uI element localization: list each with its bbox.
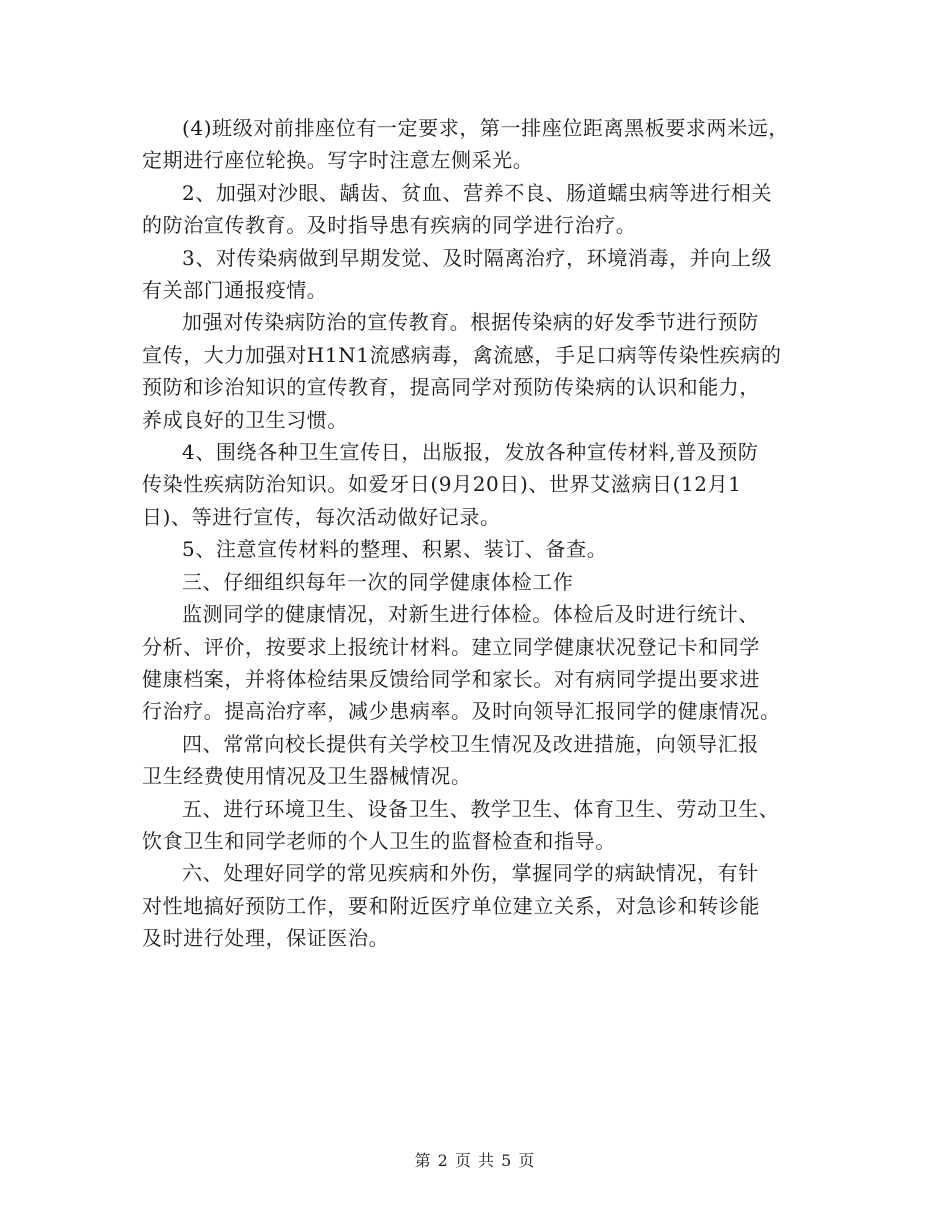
paragraph-hygiene-supervision: 五、进行环境卫生、设备卫生、教学卫生、体育卫生、劳动卫生、 饮食卫生和同学老师的个人卫生的监督检查和指导。: [142, 796, 780, 853]
section-heading-health-checkup: 三、仔细组织每年一次的同学健康体检工作: [182, 569, 574, 594]
paragraph-materials-archive: 5、注意宣传材料的整理、积累、装订、备查。: [182, 537, 608, 562]
page-number-footer: 第 2 页 共 5 页: [414, 1151, 536, 1170]
paragraph-infectious-education: 加强对传染病防治的宣传教育。根据传染病的好发季节进行预防 宣传，大力加强对H1N1流感病毒，禽流感，手足口病等传染性疾病的 预防和诊治知识的宣传教育，提高同学对预防传染病的认识和能力， 养成良好的卫生习惯。: [142, 310, 782, 432]
paragraph-common-illness: 六、处理好同学的常见疾病和外伤，掌握同学的病缺情况，有针 对性地搞好预防工作，要和附近医疗单位建立关系，对急诊和转诊能 及时进行处理，保证医治。: [142, 861, 760, 951]
paragraph-disease-education: 2、加强对沙眼、龋齿、贫血、营养不良、肠道蠕虫病等进行相关 的防治宣传教育。及时指导患有疾病的同学进行治疗。: [142, 180, 773, 238]
paragraph-infectious-isolation: 3、对传染病做到早期发觉、及时隔离治疗，环境消毒，并向上级 有关部门通报疫情。: [142, 245, 773, 303]
paragraph-health-days: 4、围绕各种卫生宣传日，出版报，发放各种宣传材料,普及预防 传染性疾病防治知识。如爱牙日(9月20日)、世界艾滋病日(12月1 日)、等进行宣传，每次活动做好记录。: [142, 440, 759, 529]
paragraph-health-monitoring: 监测同学的健康情况，对新生进行体检。体检后及时进行统计、 分析、评价，按要求上报统计材料。建立同学健康状况登记卡和同学 健康档案，并将体检结果反馈给同学和家长。对有病同学提出要求进 行治疗。提高治疗率，减少患病率。及时向领导汇报同学的健康情况。: [142, 602, 781, 724]
paragraph-seat-requirements: (4)班级对前排座位有一定要求，第一排座位距离黑板要求两米远， 定期进行座位轮换。写字时注意左侧采光。: [142, 116, 789, 173]
document-body: [142, 112, 822, 955]
paragraph-report-principal: 四、常常向校长提供有关学校卫生情况及改进措施，向领导汇报 卫生经费使用情况及卫生器械情况。: [142, 731, 759, 789]
